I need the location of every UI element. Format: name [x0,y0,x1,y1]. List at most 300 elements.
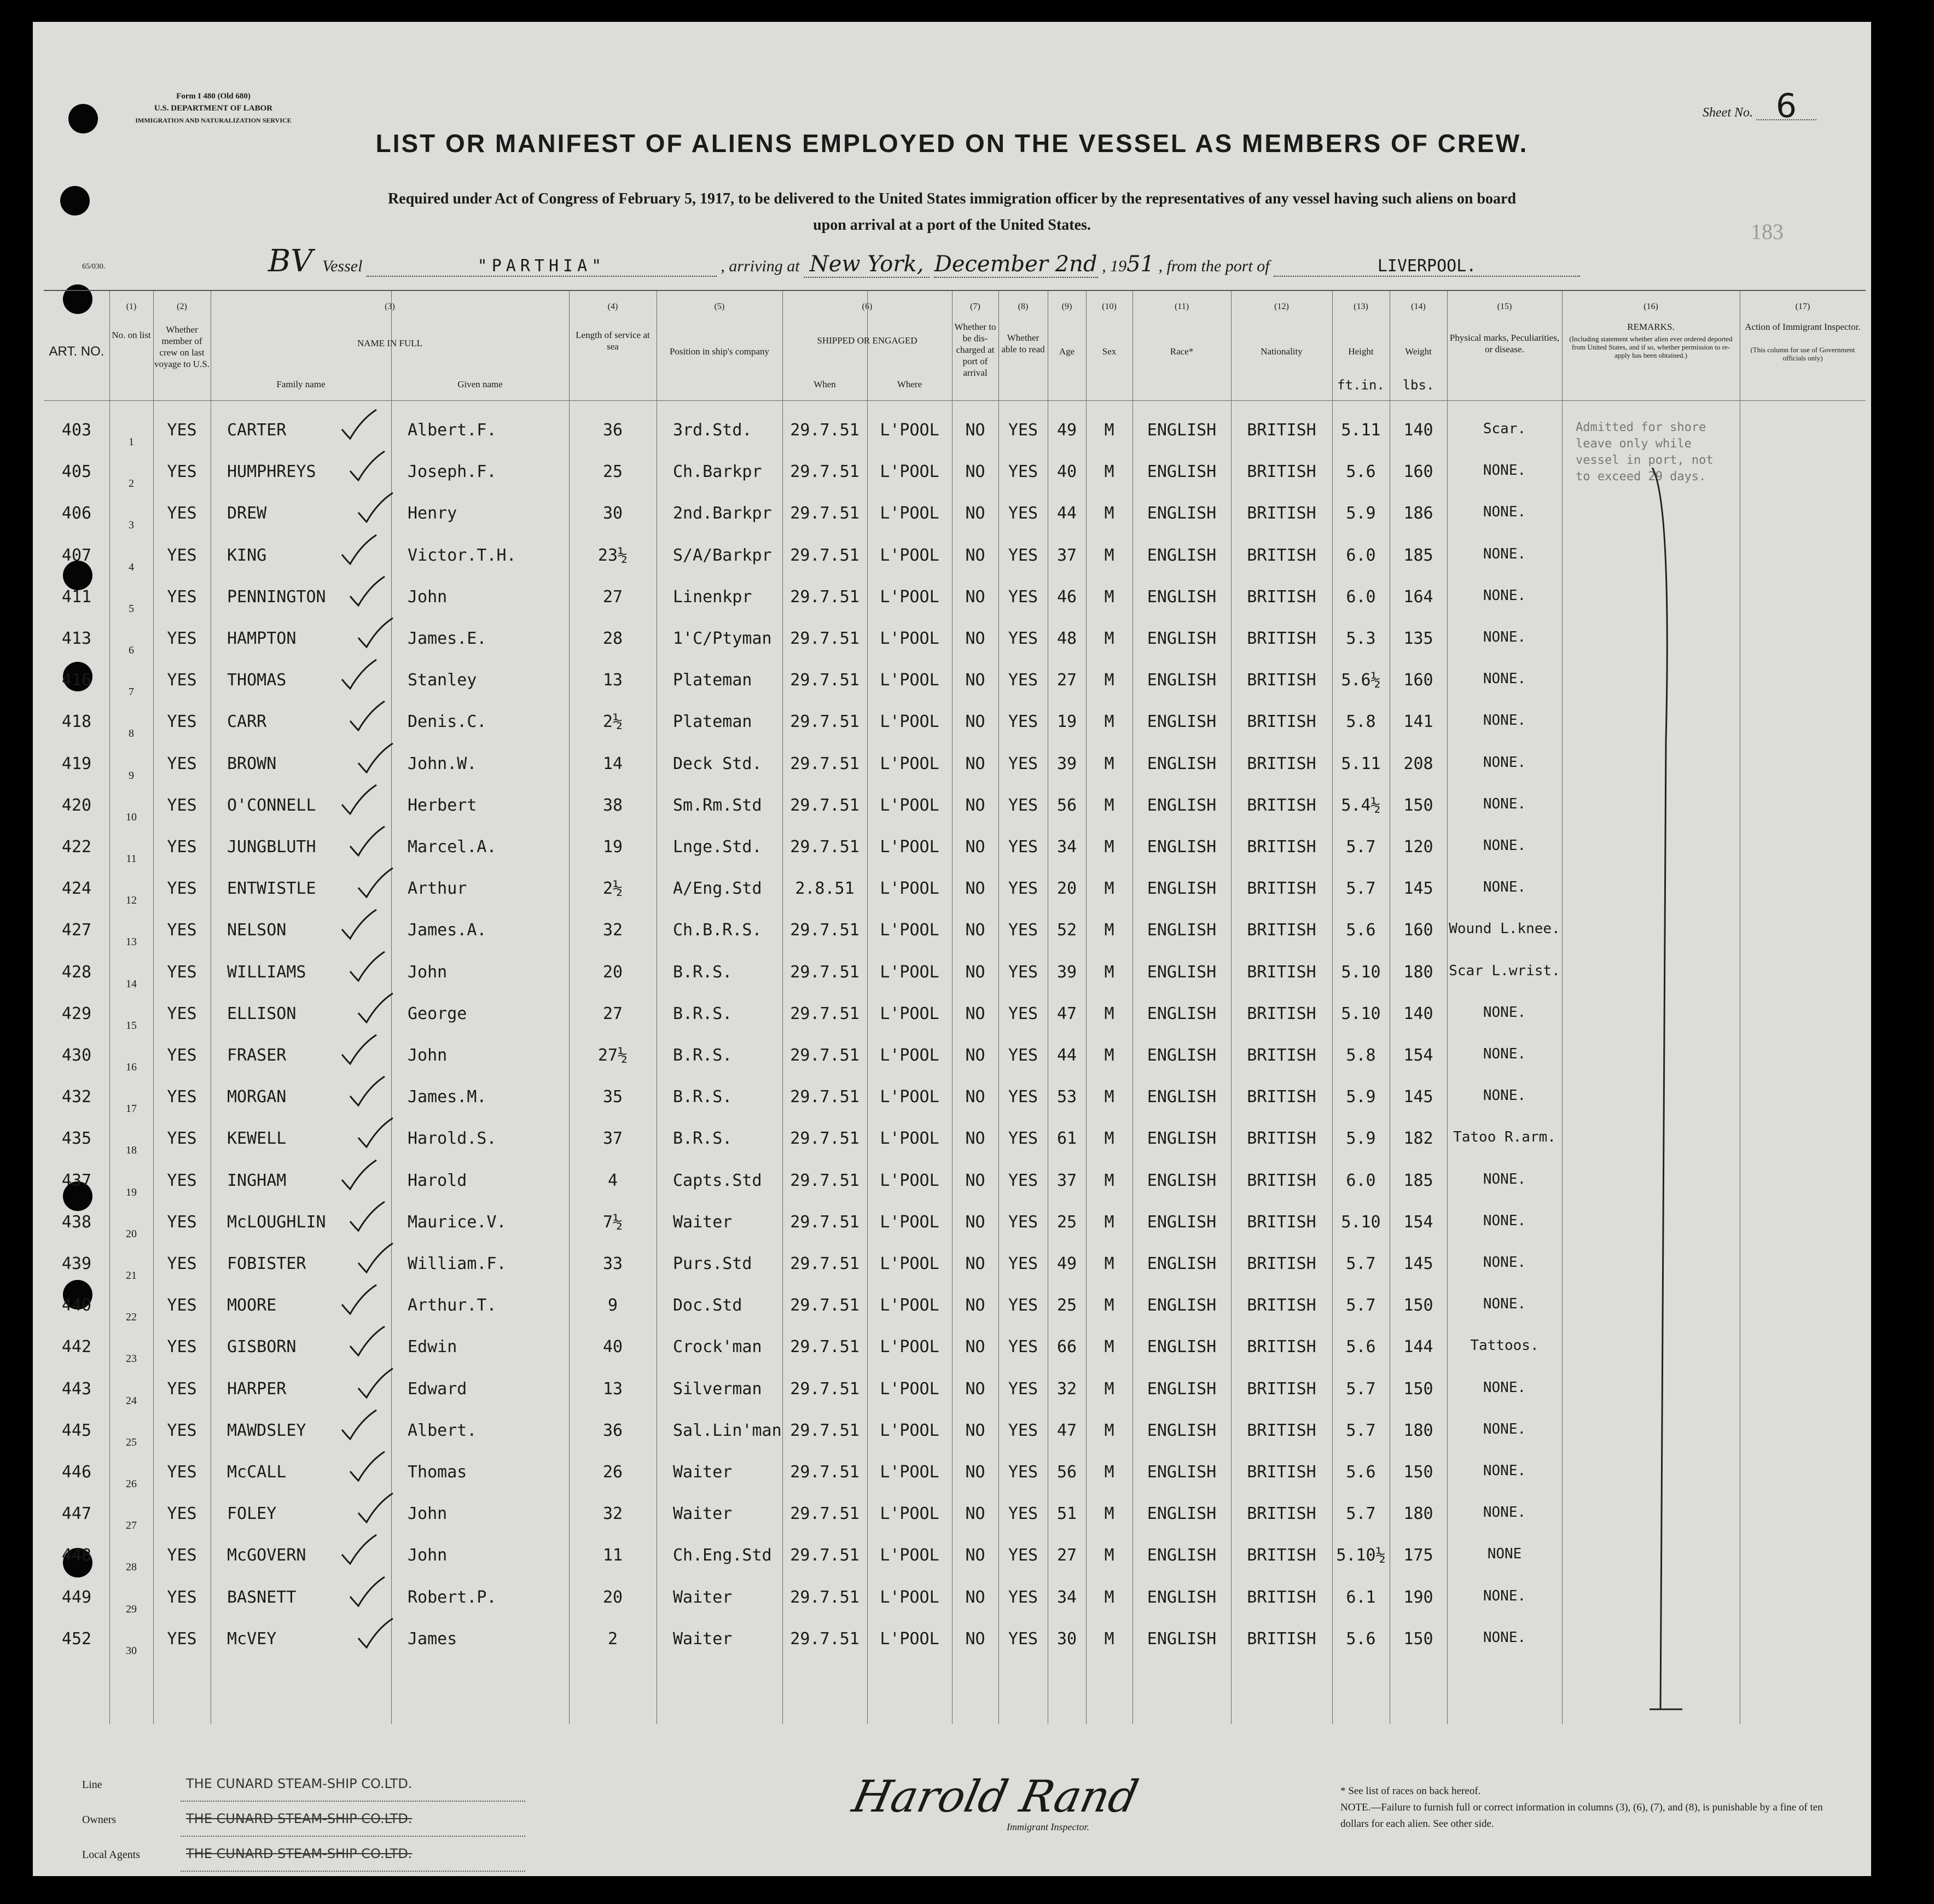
cell-read: YES [1008,1004,1038,1023]
header-height: Height [1348,346,1374,357]
cell-wt: 175 [1403,1546,1433,1565]
cell-pos: Deck Std. [673,754,762,773]
cell-art: 411 [61,587,92,607]
cell-where: L'POOL [880,1087,939,1107]
cell-dis: NO [965,1046,985,1065]
cell-age: 52 [1056,921,1077,940]
check-mark-icon [347,951,386,983]
cell-read: YES [1008,1171,1038,1190]
cell-giv: Henry [408,504,457,523]
header-height-units: ft.in. [1337,377,1385,393]
cell-where: L'POOL [880,1546,939,1565]
cell-mem: YES [167,712,197,732]
cell-dis: NO [965,671,985,690]
cell-wt: 160 [1403,462,1433,482]
cell-mem: YES [167,671,197,690]
cell-nat: BRITISH [1247,962,1316,982]
cell-sex: M [1104,671,1114,690]
cell-dis: NO [965,1004,985,1023]
cell-nat: BRITISH [1247,462,1316,482]
cell-phys: Scar L.wrist. [1449,962,1560,979]
cell-wt: 150 [1403,1463,1433,1482]
cell-phys: NONE. [1483,587,1526,604]
cell-phys: NONE. [1483,1420,1526,1437]
cell-phys: NONE. [1483,1004,1526,1021]
header-remarks: REMARKS. [1627,322,1675,332]
cell-no: 14 [126,977,137,990]
cell-no: 18 [126,1144,137,1157]
cell-read: YES [1008,795,1038,815]
table-row [44,1581,1866,1623]
cell-read: YES [1008,1546,1038,1565]
cell-when: 29.7.51 [790,462,859,482]
table-row [44,872,1866,914]
cell-art: 447 [61,1504,92,1524]
cell-fam: O'CONNELL [227,795,316,815]
cell-dis: NO [965,1587,985,1607]
cell-fam: HUMPHREYS [227,462,316,482]
remark-text: Admitted for shore leave only while vessel in port, not to exceed 29 days. [1576,421,1714,484]
cell-mem: YES [167,1004,197,1023]
cell-no: 22 [126,1311,137,1324]
cell-nat: BRITISH [1247,1004,1316,1023]
cell-where: L'POOL [880,1212,939,1232]
cell-fam: NELSON [227,921,287,940]
cell-pos: Purs.Std [673,1254,752,1273]
cell-art: 437 [61,1171,92,1190]
cell-giv: Herbert [408,795,477,815]
cell-when: 29.7.51 [790,504,859,523]
cell-ht: 5.7 [1346,1504,1376,1524]
cell-read: YES [1008,545,1038,565]
cell-len: 38 [602,795,623,815]
cell-wt: 144 [1403,1337,1433,1357]
cell-when: 29.7.51 [790,1087,859,1107]
cell-read: YES [1008,671,1038,690]
table-row [44,1331,1866,1372]
cell-fam: FOLEY [227,1504,277,1524]
column-number: (6) [862,302,873,311]
cell-sex: M [1104,1587,1114,1607]
cell-giv: Robert.P. [408,1587,497,1607]
manifest-sheet [33,22,1871,1876]
cell-dis: NO [965,1212,985,1232]
column-number: (7) [970,302,980,311]
subtitle-line-2: upon arrival at a port of the United States. [813,217,1091,234]
cell-ht: 5.7 [1346,1296,1376,1315]
cell-fam: CARTER [227,421,287,440]
cell-nat: BRITISH [1247,1587,1316,1607]
cell-art: 419 [61,754,92,773]
cell-wt: 141 [1403,712,1433,732]
table-row [44,1623,1866,1664]
column-number: (9) [1061,302,1072,311]
cell-phys: NONE. [1483,795,1526,812]
cell-age: 51 [1056,1504,1077,1524]
cell-sex: M [1104,629,1114,648]
cell-fam: KING [227,545,267,565]
cell-phys: Wound L.knee. [1449,921,1560,938]
cell-giv: James.E. [408,629,487,648]
cell-when: 29.7.51 [790,421,859,440]
cell-nat: BRITISH [1247,1504,1316,1524]
column-number: (14) [1411,302,1426,311]
cell-art: 430 [61,1046,92,1065]
cell-age: 20 [1056,879,1077,899]
cell-age: 30 [1056,1629,1077,1649]
cell-nat: BRITISH [1247,421,1316,440]
cell-where: L'POOL [880,1171,939,1190]
table-row [44,1206,1866,1248]
check-mark-icon [356,492,394,525]
cell-ht: 5.7 [1346,1420,1376,1440]
cell-dis: NO [965,921,985,940]
cell-fam: WILLIAMS [227,962,306,982]
cell-pos: B.R.S. [673,1004,733,1023]
header-physical: Physical marks, Peculiarities, or disease. [1449,333,1560,354]
cell-giv: John [408,1546,448,1565]
cell-art: 448 [61,1546,92,1565]
cell-sex: M [1104,462,1114,482]
cell-art: 439 [61,1254,92,1273]
cell-race: ENGLISH [1147,754,1217,773]
cell-dis: NO [965,1337,985,1357]
column-number: (10) [1102,302,1117,311]
cell-mem: YES [167,1087,197,1107]
cell-sex: M [1104,421,1114,440]
cell-art: 440 [61,1296,92,1315]
cell-wt: 186 [1403,504,1433,523]
check-mark-icon [347,700,386,733]
cell-race: ENGLISH [1147,1420,1217,1440]
cell-race: ENGLISH [1147,712,1217,732]
cell-read: YES [1008,504,1038,523]
cell-where: L'POOL [880,754,939,773]
table-row [44,497,1866,539]
cell-fam: HARPER [227,1379,287,1399]
cell-no: 23 [126,1353,137,1365]
cell-phys: NONE. [1483,837,1526,854]
cell-pos: Sm.Rm.Std [673,795,762,815]
cell-wt: 135 [1403,629,1433,648]
cell-read: YES [1008,421,1038,440]
cell-wt: 180 [1403,1504,1433,1524]
cell-ht: 5.6 [1346,1463,1376,1482]
cell-phys: NONE. [1483,1046,1526,1062]
table-row [44,664,1866,706]
cell-len: 2½ [602,879,623,899]
cell-no: 9 [129,769,134,782]
check-mark-icon [347,450,386,483]
cell-sex: M [1104,879,1114,899]
cell-age: 25 [1056,1296,1077,1315]
page-title: LIST OR MANIFEST OF ALIENS EMPLOYED ON THE VESSEL AS MEMBERS OF CREW. [375,129,1529,158]
cell-no: 26 [126,1478,137,1490]
cell-race: ENGLISH [1147,1254,1217,1273]
cell-read: YES [1008,1129,1038,1149]
cell-ht: 5.7 [1346,879,1376,899]
cell-read: YES [1008,879,1038,899]
cell-where: L'POOL [880,1463,939,1482]
table-row [44,1498,1866,1539]
cell-pos: 2nd.Barkpr [673,504,772,523]
check-mark-icon [356,1617,394,1650]
cell-race: ENGLISH [1147,962,1217,982]
cell-pos: Ch.Eng.Std [673,1546,772,1565]
cell-ht: 5.6 [1346,921,1376,940]
cell-wt: 140 [1403,1004,1433,1023]
cell-phys: NONE. [1483,671,1526,688]
cell-no: 7 [129,686,134,698]
cell-mem: YES [167,921,197,940]
cell-nat: BRITISH [1247,1629,1316,1649]
cell-age: 39 [1056,754,1077,773]
table-row [44,1081,1866,1122]
cell-giv: James.A. [408,921,487,940]
vessel-label: Vessel [322,257,363,275]
cell-race: ENGLISH [1147,1046,1217,1065]
cell-len: 27½ [597,1046,628,1065]
cell-where: L'POOL [880,1504,939,1524]
check-mark-icon [339,1034,377,1067]
cell-len: 20 [602,1587,623,1607]
cell-ht: 5.6½ [1341,671,1381,690]
cell-fam: FOBISTER [227,1254,306,1273]
cell-race: ENGLISH [1147,879,1217,899]
cell-mem: YES [167,545,197,565]
cell-wt: 145 [1403,1087,1433,1107]
cell-race: ENGLISH [1147,837,1217,857]
cell-phys: NONE. [1483,712,1526,729]
cell-dis: NO [965,629,985,648]
cell-race: ENGLISH [1147,1379,1217,1399]
table-row [44,1164,1866,1206]
cell-mem: YES [167,1046,197,1065]
cell-nat: BRITISH [1247,1212,1316,1232]
cell-no: 19 [126,1186,137,1198]
cell-fam: McLOUGHLIN [227,1212,326,1232]
cell-no: 15 [126,1019,137,1032]
cell-mem: YES [167,962,197,982]
cell-nat: BRITISH [1247,587,1316,607]
cell-mem: YES [167,1296,197,1315]
cell-sex: M [1104,1129,1114,1149]
cell-when: 29.7.51 [790,1337,859,1357]
cell-age: 44 [1056,1046,1077,1065]
cell-when: 29.7.51 [790,1046,859,1065]
cell-read: YES [1008,1587,1038,1607]
arrival-date: December 2nd [934,252,1097,277]
cell-giv: Thomas [408,1463,467,1482]
cell-len: 30 [602,504,623,523]
cell-age: 44 [1056,504,1077,523]
cell-art: 442 [61,1337,92,1357]
check-mark-icon [339,409,377,441]
check-mark-icon [339,1284,377,1317]
line-label: Line [82,1779,102,1791]
cell-ht: 5.4½ [1341,795,1381,815]
check-mark-icon [347,1075,386,1108]
cell-wt: 150 [1403,1629,1433,1649]
cell-age: 46 [1056,587,1077,607]
check-mark-icon [356,742,394,775]
cell-when: 29.7.51 [790,1254,859,1273]
cell-when: 29.7.51 [790,754,859,773]
cell-when: 29.7.51 [790,1463,859,1482]
cell-race: ENGLISH [1147,462,1217,482]
cell-art: 438 [61,1212,92,1232]
cell-pos: Ch.B.R.S. [673,921,762,940]
cell-fam: ENTWISTLE [227,879,316,899]
cell-art: 420 [61,795,92,815]
cell-age: 66 [1056,1337,1077,1357]
column-number: (15) [1497,302,1512,311]
cell-len: 32 [602,921,623,940]
column-number: (4) [607,302,618,311]
cell-sex: M [1104,962,1114,982]
cell-art: 405 [61,462,92,482]
cell-giv: Denis.C. [408,712,487,732]
cell-art: 446 [61,1463,92,1482]
check-mark-icon [339,1159,377,1192]
cell-pos: Capts.Std [673,1171,762,1190]
inspector-label: Immigrant Inspector. [1007,1821,1089,1832]
cell-pos: Linenkpr [673,587,752,607]
cell-pos: Ch.Barkpr [673,462,762,482]
column-number: (2) [177,302,187,311]
table-row [44,1373,1866,1414]
cell-pos: B.R.S. [673,1129,733,1149]
cell-ht: 5.9 [1346,1087,1376,1107]
cell-nat: BRITISH [1247,837,1316,857]
cell-no: 16 [126,1061,137,1073]
cell-when: 29.7.51 [790,962,859,982]
header-sex: Sex [1102,346,1117,357]
cell-phys: NONE [1487,1546,1522,1563]
cell-sex: M [1104,545,1114,565]
cell-ht: 5.7 [1346,837,1376,857]
cell-when: 29.7.51 [790,629,859,648]
cell-giv: William.F. [408,1254,507,1273]
cell-art: 406 [61,504,92,523]
cell-sex: M [1104,1337,1114,1357]
cell-where: L'POOL [880,962,939,982]
cell-read: YES [1008,1379,1038,1399]
cell-no: 20 [126,1227,137,1240]
cell-art: 403 [61,421,92,440]
cell-phys: NONE. [1483,1296,1526,1313]
cell-where: L'POOL [880,545,939,565]
cell-len: 2½ [602,712,623,732]
cell-phys: NONE. [1483,629,1526,645]
cell-fam: KEWELL [227,1129,287,1149]
cell-when: 29.7.51 [790,671,859,690]
cell-phys: NONE. [1483,1171,1526,1187]
cell-age: 37 [1056,545,1077,565]
cell-pos: A/Eng.Std [673,879,762,899]
table-row [44,956,1866,998]
cell-giv: Stanley [408,671,477,690]
cell-when: 29.7.51 [790,1587,859,1607]
cell-mem: YES [167,1629,197,1649]
check-mark-icon [339,534,377,567]
cell-where: L'POOL [880,795,939,815]
header-no-on-list: No. on list [112,330,151,340]
cell-pos: Doc.Std [673,1296,742,1315]
footer-note [1340,1783,1833,1832]
cell-race: ENGLISH [1147,629,1217,648]
cell-dis: NO [965,1546,985,1565]
header-able-read: Whether able to read [1001,333,1045,354]
cell-no: 6 [129,644,134,656]
agents-label: Local Agents [82,1849,141,1861]
table-row [44,1456,1866,1498]
cell-where: L'POOL [880,587,939,607]
cell-fam: McGOVERN [227,1546,306,1565]
cell-read: YES [1008,1046,1038,1065]
cell-wt: 185 [1403,1171,1433,1190]
cell-mem: YES [167,629,197,648]
cell-no: 3 [129,519,134,532]
cell-wt: 185 [1403,545,1433,565]
cell-nat: BRITISH [1247,1171,1316,1190]
table-row [44,1122,1866,1164]
check-mark-icon [339,1534,377,1567]
cell-fam: FRASER [227,1046,287,1065]
cell-len: 13 [602,1379,623,1399]
cell-sex: M [1104,1379,1114,1399]
cell-mem: YES [167,1504,197,1524]
cell-race: ENGLISH [1147,545,1217,565]
cell-read: YES [1008,1629,1038,1649]
cell-sex: M [1104,1504,1114,1524]
cell-ht: 5.7 [1346,1254,1376,1273]
cell-ht: 5.9 [1346,504,1376,523]
cell-ht: 5.8 [1346,712,1376,732]
cell-mem: YES [167,1212,197,1232]
check-mark-icon [339,659,377,691]
cell-giv: Albert. [408,1420,477,1440]
cell-dis: NO [965,1629,985,1649]
cell-len: 36 [602,421,623,440]
cell-fam: DREW [227,504,267,523]
cell-no: 21 [126,1270,137,1282]
cell-wt: 154 [1403,1212,1433,1232]
races-note: * See list of races on back hereof. [1340,1785,1481,1797]
cell-dis: NO [965,879,985,899]
header-given-name: Given name [457,379,503,389]
cell-ht: 5.9 [1346,1129,1376,1149]
cell-dis: NO [965,421,985,440]
cell-where: L'POOL [880,671,939,690]
cell-mem: YES [167,1546,197,1565]
cell-dis: NO [965,545,985,565]
cell-dis: NO [965,1420,985,1440]
cell-wt: 160 [1403,671,1433,690]
cell-sex: M [1104,1254,1114,1273]
cell-mem: YES [167,795,197,815]
cell-where: L'POOL [880,462,939,482]
check-mark-icon [356,1492,394,1525]
cell-nat: BRITISH [1247,1463,1316,1482]
cell-no: 10 [126,811,137,823]
table-row [44,1039,1866,1081]
cell-where: L'POOL [880,421,939,440]
cell-giv: Arthur.T. [408,1296,497,1315]
cell-nat: BRITISH [1247,1379,1316,1399]
cell-mem: YES [167,837,197,857]
cell-ht: 6.0 [1346,545,1376,565]
